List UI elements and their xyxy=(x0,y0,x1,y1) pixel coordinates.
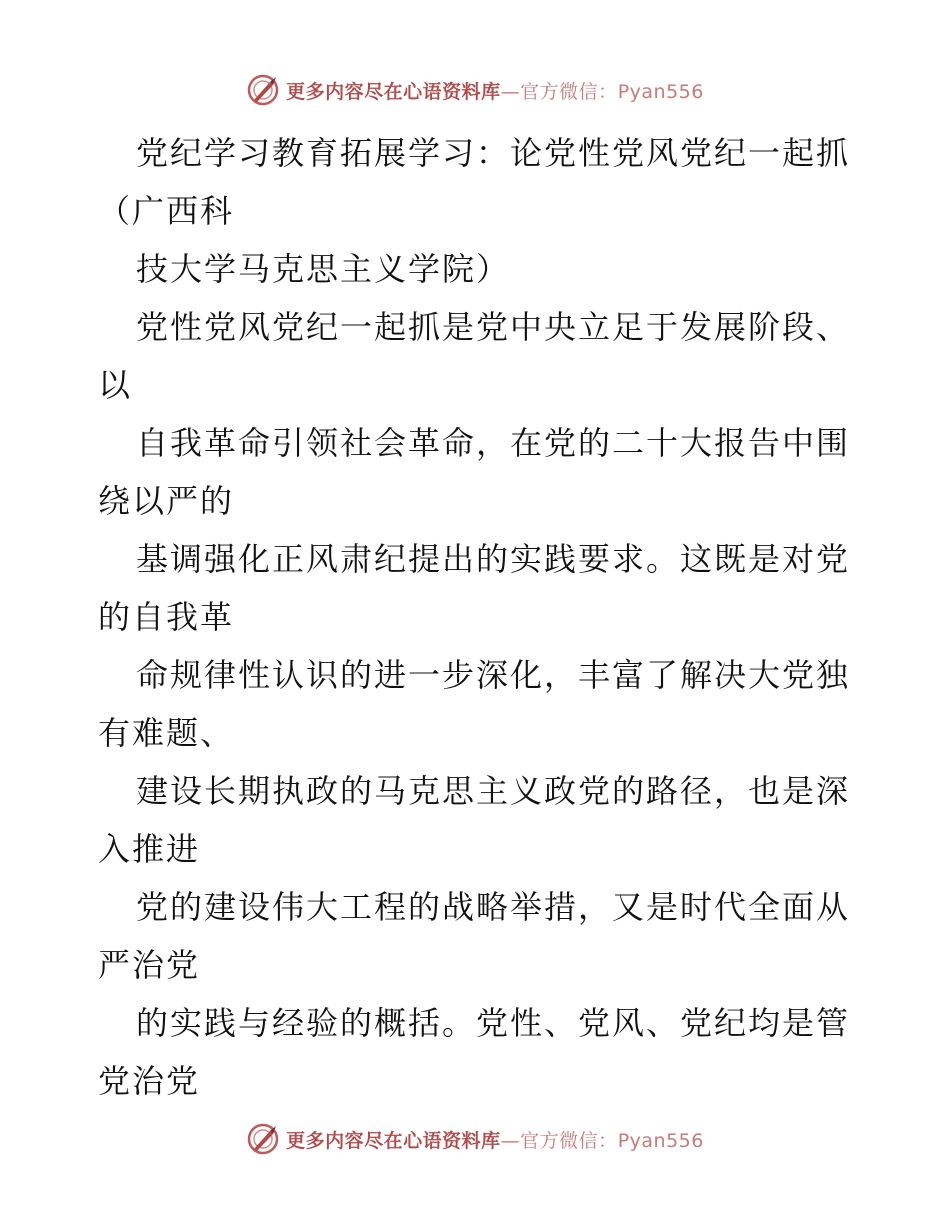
text-line: 的实践与经验的概括。党性、党风、党纪均是管 xyxy=(136,1004,851,1042)
text-line: 自我革命引领社会革命，在党的二十大报告中围 xyxy=(136,424,851,462)
text-line: 党性党风党纪一起抓是党中央立足于发展阶段、 xyxy=(136,308,851,346)
quill-pen-circle-icon xyxy=(246,1122,280,1156)
document-body xyxy=(98,124,858,1110)
text-line: 技大学马克思主义学院） xyxy=(136,250,511,288)
watermark-dash: — xyxy=(500,1129,521,1152)
header-watermark xyxy=(0,70,950,110)
watermark-text xyxy=(286,77,704,104)
text-line: 党的建设伟大工程的战略举措，又是时代全面从 xyxy=(136,888,851,926)
watermark-main: 更多内容尽在心语资料库 xyxy=(286,80,501,103)
text-line: 基调强化正风肃纪提出的实践要求。这既是对党 xyxy=(136,540,851,578)
watermark-main: 更多内容尽在心语资料库 xyxy=(286,1129,501,1152)
text-line: 绕以严的 xyxy=(98,482,235,520)
text-line: 的自我革 xyxy=(98,598,235,636)
footer-watermark xyxy=(0,1119,950,1159)
watermark-account: Pyan556 xyxy=(617,80,704,103)
text-line: （广西科 xyxy=(98,192,235,230)
watermark-sub: 官方微信： xyxy=(520,1129,618,1152)
watermark-account: Pyan556 xyxy=(617,1129,704,1152)
text-line: 建设长期执政的马克思主义政党的路径，也是深 xyxy=(136,772,851,810)
text-line: 入推进 xyxy=(98,830,201,868)
watermark-dash: — xyxy=(500,80,521,103)
text-line: 党纪学习教育拓展学习：论党性党风党纪一起抓 xyxy=(136,134,851,172)
text-line: 以 xyxy=(98,366,133,404)
quill-pen-circle-icon xyxy=(246,73,280,107)
text-line: 命规律性认识的进一步深化，丰富了解决大党独 xyxy=(136,656,851,694)
watermark-sub: 官方微信： xyxy=(520,80,618,103)
watermark-text xyxy=(286,1126,704,1153)
text-line: 党治党 xyxy=(98,1062,201,1100)
text-line: 有难题、 xyxy=(98,714,235,752)
text-line: 严治党 xyxy=(98,946,201,984)
